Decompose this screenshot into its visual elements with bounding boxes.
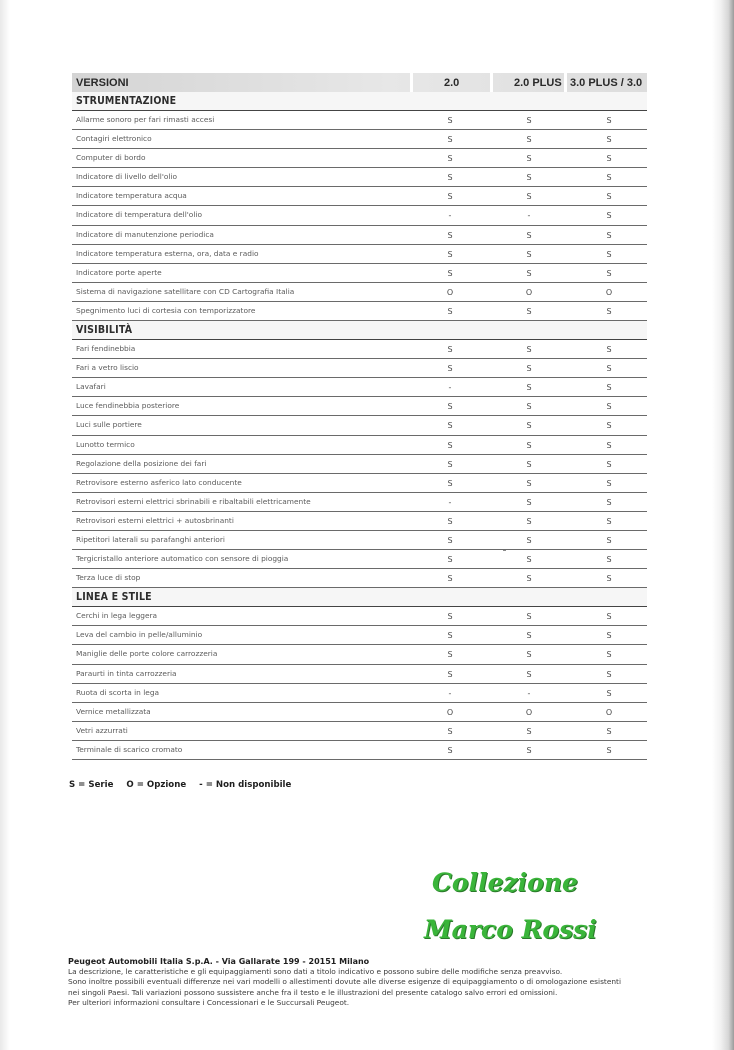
- availability-v3: S: [606, 745, 612, 755]
- availability-v1: S: [447, 745, 453, 755]
- collection-stamp-line1: Collezione: [432, 868, 578, 897]
- header-separator: [564, 73, 567, 92]
- availability-v3: S: [606, 688, 612, 698]
- table-row: [72, 264, 647, 283]
- availability-v3: S: [606, 211, 612, 221]
- availability-v1: S: [447, 192, 453, 202]
- sections-container: [72, 92, 647, 760]
- availability-v2: S: [526, 402, 532, 412]
- table-row: [72, 378, 647, 397]
- col-header-2-0-plus: 2.0 PLUS: [514, 77, 562, 89]
- availability-v3: S: [606, 459, 612, 469]
- feature-label: Spegnimento luci di cortesia con temporizzatore: [76, 305, 256, 315]
- availability-v3: S: [606, 535, 612, 545]
- versions-label: VERSIONI: [76, 77, 129, 89]
- feature-label: Ripetitori laterali su parafanghi anteriori: [76, 534, 225, 544]
- availability-v2: S: [526, 631, 532, 641]
- availability-v2: S: [526, 135, 532, 145]
- table-row: [72, 512, 647, 531]
- availability-v3: S: [606, 726, 612, 736]
- feature-label: Cerchi in lega leggera: [76, 611, 158, 621]
- availability-v3: S: [606, 383, 612, 393]
- table-row: [72, 607, 647, 626]
- table-row: [72, 626, 647, 645]
- availability-v3: S: [606, 268, 612, 278]
- section-header: [72, 321, 647, 340]
- feature-label: Indicatore temperatura acqua: [76, 191, 187, 201]
- availability-v2: S: [526, 478, 532, 488]
- col-header-2-0: 2.0: [444, 77, 460, 89]
- availability-v3: O: [605, 707, 613, 717]
- availability-v3: S: [606, 612, 612, 622]
- feature-label: Lunotto termico: [76, 439, 135, 449]
- availability-v1: S: [447, 364, 453, 374]
- feature-label: Leva del cambio in pelle/alluminio: [76, 630, 203, 640]
- page-left-shadow: [0, 0, 10, 1050]
- legend-serie: S = Serie: [69, 780, 114, 790]
- availability-v1: -: [448, 383, 452, 393]
- availability-v3: S: [606, 421, 612, 431]
- availability-v2: S: [526, 230, 532, 240]
- table-row: [72, 722, 647, 741]
- availability-v3: S: [606, 516, 612, 526]
- feature-label: Allarme sonoro per fari rimasti accesi: [76, 115, 215, 124]
- feature-label: Indicatore temperatura esterna, ora, data e radio: [76, 248, 259, 258]
- availability-v3: S: [606, 478, 612, 488]
- table-row: [72, 645, 647, 664]
- availability-v1: S: [447, 459, 453, 469]
- section-title: VISIBILITÀ: [76, 323, 133, 337]
- availability-v2: S: [526, 116, 532, 125]
- availability-v1: S: [447, 154, 453, 164]
- availability-v3: S: [606, 345, 612, 355]
- col-header-3-0-plus: 3.0 PLUS / 3.0: [570, 77, 643, 89]
- feature-label: Vernice metallizzata: [76, 706, 151, 716]
- feature-label: Luci sulle portiere: [76, 420, 142, 430]
- availability-v2: -: [527, 211, 531, 221]
- availability-v1: -: [448, 497, 452, 507]
- section-title: STRUMENTAZIONE: [76, 94, 177, 107]
- availability-v3: S: [606, 555, 612, 565]
- availability-v2: S: [526, 192, 532, 202]
- table-row: [72, 416, 647, 435]
- availability-v2: S: [526, 459, 532, 469]
- availability-v2: S: [526, 612, 532, 622]
- availability-v2: S: [526, 497, 532, 507]
- availability-v3: S: [606, 574, 612, 584]
- table-row: [72, 111, 647, 130]
- header-separator: [410, 73, 413, 92]
- availability-v2: S: [526, 345, 532, 355]
- section-header: [72, 92, 647, 111]
- page-right-shadow: [712, 0, 734, 1050]
- availability-v1: S: [447, 173, 453, 183]
- feature-label: Luce fendinebbia posteriore: [76, 401, 180, 411]
- availability-v2: S: [526, 535, 532, 545]
- availability-v3: S: [606, 192, 612, 202]
- legend-non-disponibile: - = Non disponibile: [199, 780, 292, 790]
- table-row: [72, 149, 647, 168]
- availability-v1: S: [447, 574, 453, 584]
- availability-v3: S: [606, 631, 612, 641]
- section-header: [72, 588, 647, 607]
- availability-v1: S: [447, 230, 453, 240]
- availability-v1: S: [447, 516, 453, 526]
- table-row: [72, 130, 647, 149]
- print-speck: [503, 550, 506, 551]
- availability-v1: -: [448, 688, 452, 698]
- availability-v1: S: [447, 631, 453, 641]
- feature-label: Retrovisore esterno asferico lato conducente: [76, 477, 242, 487]
- table-row: [72, 206, 647, 225]
- availability-v1: S: [447, 421, 453, 431]
- availability-v1: S: [447, 268, 453, 278]
- table-row: [72, 665, 647, 684]
- availability-v1: O: [446, 707, 454, 717]
- availability-v1: S: [447, 669, 453, 679]
- availability-v2: S: [526, 364, 532, 374]
- table-row: [72, 397, 647, 416]
- availability-v2: S: [526, 726, 532, 736]
- availability-v3: S: [606, 173, 612, 183]
- feature-label: Regolazione della posizione dei fari: [76, 458, 207, 468]
- disclaimer-line: nei singoli Paesi. Tali variazioni possono sussistere anche fra il testo e le illustrazioni del presente catalogo salvo errori ed omissioni.: [68, 987, 558, 997]
- table-row: [72, 474, 647, 493]
- availability-v1: S: [447, 612, 453, 622]
- table-row: [72, 340, 647, 359]
- availability-v2: S: [526, 574, 532, 584]
- table-row: [72, 550, 647, 569]
- availability-v2: S: [526, 306, 532, 316]
- feature-label: Ruota di scorta in lega: [76, 687, 160, 697]
- feature-label: Paraurti in tinta carrozzeria: [76, 668, 177, 678]
- feature-label: Vetri azzurrati: [76, 725, 128, 735]
- feature-label: Contagiri elettronico: [76, 134, 152, 144]
- availability-v1: S: [447, 345, 453, 355]
- table-row: [72, 302, 647, 321]
- availability-v3: S: [606, 440, 612, 450]
- availability-v2: -: [527, 688, 531, 698]
- table-row: [72, 283, 647, 302]
- availability-v3: S: [606, 249, 612, 259]
- feature-label: Indicatore di temperatura dell'olio: [76, 210, 202, 220]
- disclaimer-line: Per ulteriori informazioni consultare i Concessionari e le Succursali Peugeot.: [68, 997, 350, 1007]
- table-row: [72, 187, 647, 206]
- table-row: [72, 455, 647, 474]
- table-row: [72, 531, 647, 550]
- table-row: [72, 436, 647, 455]
- availability-v2: S: [526, 268, 532, 278]
- availability-v3: S: [606, 230, 612, 240]
- company-address: Peugeot Automobili Italia S.p.A. - Via Gallarate 199 - 20151 Milano: [68, 957, 370, 966]
- feature-label: Tergicristallo anteriore automatico con sensore di pioggia: [76, 554, 289, 564]
- availability-v3: S: [606, 116, 612, 125]
- availability-v2: S: [526, 745, 532, 755]
- availability-v1: S: [447, 402, 453, 412]
- availability-v3: S: [606, 364, 612, 374]
- availability-v1: S: [447, 726, 453, 736]
- availability-v2: S: [526, 669, 532, 679]
- availability-v3: S: [606, 402, 612, 412]
- availability-v3: S: [606, 306, 612, 316]
- availability-v2: S: [526, 421, 532, 431]
- availability-v2: O: [525, 287, 533, 297]
- feature-label: Maniglie delle porte colore carrozzeria: [76, 649, 218, 659]
- availability-v1: -: [448, 211, 452, 221]
- availability-v3: S: [606, 154, 612, 164]
- feature-label: Indicatore di manutenzione periodica: [76, 229, 214, 239]
- feature-label: Indicatore di livello dell'olio: [76, 172, 178, 182]
- availability-v3: S: [606, 135, 612, 145]
- availability-v1: S: [447, 116, 453, 125]
- feature-label: Fari fendinebbia: [76, 344, 136, 354]
- table-row: [72, 493, 647, 512]
- availability-v2: S: [526, 383, 532, 393]
- availability-v1: S: [447, 135, 453, 145]
- footer-disclaimer: [68, 957, 688, 1008]
- feature-label: Retrovisori esterni elettrici + autosbrinanti: [76, 515, 234, 525]
- availability-v2: S: [526, 650, 532, 660]
- availability-v1: S: [447, 478, 453, 488]
- feature-label: Indicatore porte aperte: [76, 267, 162, 277]
- feature-label: Sistema di navigazione satellitare con CD Cartografia Italia: [76, 286, 295, 296]
- equipment-table: [72, 73, 647, 760]
- feature-label: Computer di bordo: [76, 153, 146, 163]
- availability-v1: S: [447, 249, 453, 259]
- legend-opzione: O = Opzione: [126, 780, 187, 790]
- availability-v2: O: [525, 707, 533, 717]
- availability-v3: S: [606, 497, 612, 507]
- table-row: [72, 359, 647, 378]
- availability-v2: S: [526, 555, 532, 565]
- table-row: [72, 703, 647, 722]
- table-row: [72, 569, 647, 588]
- disclaimer-line: Sono inoltre possibili eventuali differenze nei vari modelli o allestimenti dovute alle diverse esigenze di equipaggiamento o di omologazione esistenti: [68, 977, 622, 987]
- feature-label: Fari a vetro liscio: [76, 363, 139, 373]
- header-separator: [490, 73, 493, 92]
- feature-label: Retrovisori esterni elettrici sbrinabili e ribaltabili elettricamente: [76, 496, 311, 506]
- feature-label: Terza luce di stop: [76, 573, 141, 583]
- availability-v1: S: [447, 555, 453, 565]
- availability-v2: S: [526, 173, 532, 183]
- availability-v1: S: [447, 306, 453, 316]
- section-title: LINEA E STILE: [76, 590, 152, 604]
- availability-v2: S: [526, 440, 532, 450]
- availability-v3: O: [605, 287, 613, 297]
- availability-v3: S: [606, 650, 612, 660]
- availability-v1: S: [447, 535, 453, 545]
- availability-v1: S: [447, 440, 453, 450]
- availability-v1: S: [447, 650, 453, 660]
- table-row: [72, 226, 647, 245]
- versions-header-row: [72, 73, 647, 92]
- collection-stamp-line2: Marco Rossi: [424, 915, 597, 944]
- feature-label: Terminale di scarico cromato: [76, 744, 183, 754]
- availability-v2: S: [526, 249, 532, 259]
- feature-label: Lavafari: [76, 382, 106, 392]
- availability-v1: O: [446, 287, 454, 297]
- availability-v2: S: [526, 154, 532, 164]
- availability-v2: S: [526, 516, 532, 526]
- table-row: [72, 168, 647, 187]
- legend: [69, 780, 301, 790]
- table-row: [72, 245, 647, 264]
- availability-v3: S: [606, 669, 612, 679]
- table-row: [72, 741, 647, 760]
- table-row: [72, 684, 647, 703]
- disclaimer-line: La descrizione, le caratteristiche e gli equipaggiamenti sono dati a titolo indicativo e possono subire delle modifiche senza preavviso.: [68, 967, 563, 977]
